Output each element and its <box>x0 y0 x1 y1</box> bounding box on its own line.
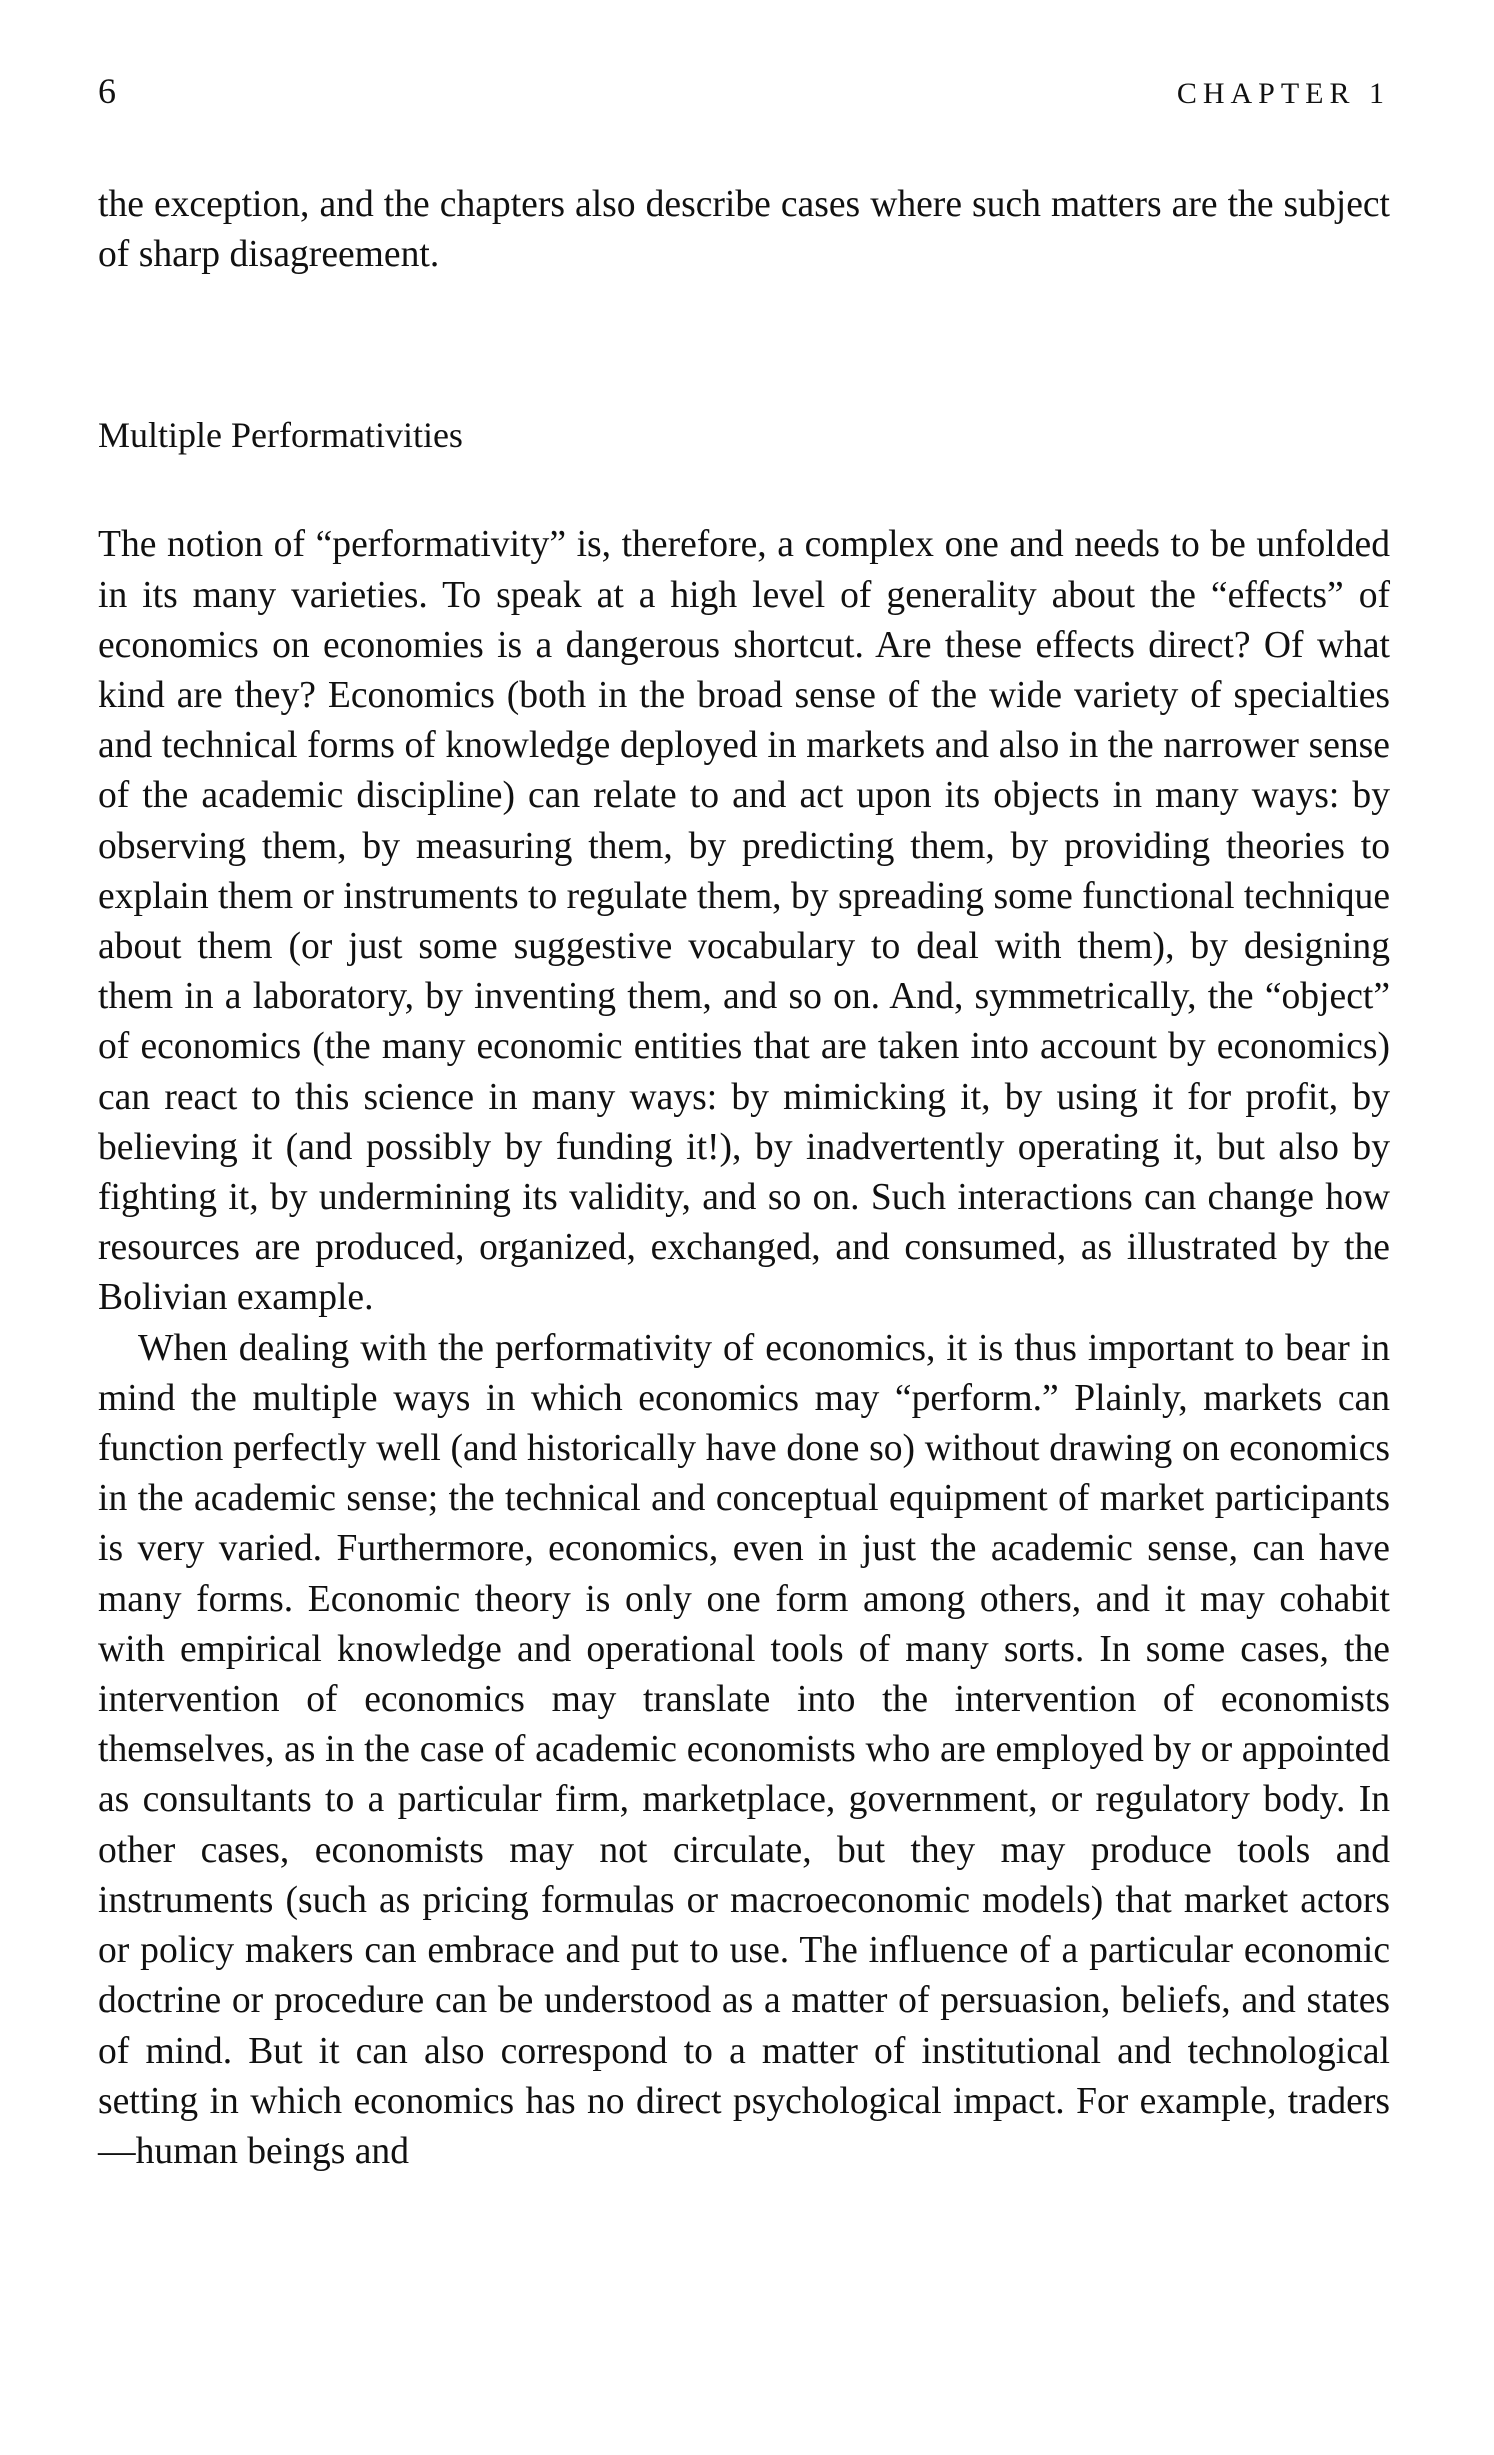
running-head <box>98 70 1390 126</box>
chapter-label: CHAPTER 1 <box>1176 77 1390 110</box>
body-paragraph-1: The notion of “performativity” is, therefore, a complex one and needs to be unfolded in its many varieties. To speak at a high level of generality about the “effects” of economics on economies is a dangerous shortcut. Are these effects direct? Of what kind are they? Economics (both in the broad sense of the wide variety of specialties and technical forms of knowledge deployed in markets and also in the narrower sense of the academic discipline) can relate to and act upon its objects in many ways: by observing them, by measuring them, by predicting them, by providing theories to explain them or instruments to regulate them, by spreading some functional technique about them (or just some suggestive vocabulary to deal with them), by designing them in a laboratory, by inventing them, and so on. And, symmetrically, the “object” of economics (the many economic entities that are taken into account by economics) can react to this science in many ways: by mimicking it, by using it for profit, by believing it (and possibly by funding it!), by inadvertently operating it, but also by fighting it, by undermining its validity, and so on. Such interactions can change how resources are produced, organized, exchanged, and consumed, as illustrated by the Bolivian example. <box>98 524 1390 1319</box>
page-number: 6 <box>98 71 117 111</box>
book-page <box>98 70 1390 2177</box>
body-paragraph-2: When dealing with the performativity of economics, it is thus important to bear in mind the multiple ways in which economics may “perform.” Plainly, markets can function perfectly well (and historically have done so) without drawing on economics in the academic sense; the technical and conceptual equipment of market participants is very varied. Furthermore, economics, even in just the academic sense, can have many forms. Economic theory is only one form among others, and it may cohabit with empirical knowledge and operational tools of many sorts. In some cases, the intervention of economics may translate into the intervention of economists themselves, as in the case of academic economists who are employed by or appointed as consultants to a particular firm, marketplace, government, or regulatory body. In other cases, economists may not circulate, but they may produce tools and instruments (such as pricing formulas or macroeconomic models) that market actors or policy makers can embrace and put to use. The influence of a particular economic doctrine or procedure can be understood as a matter of persuasion, beliefs, and states of mind. But it can also correspond to a matter of institutional and technological setting in which economics has no direct psychological impact. For example, traders—human beings and <box>98 1327 1390 2172</box>
continuation-paragraph: the exception, and the chapters also describe cases where such matters are the subject of sharp disagreement. <box>98 184 1390 276</box>
section-heading: Multiple Performativities <box>98 415 463 456</box>
